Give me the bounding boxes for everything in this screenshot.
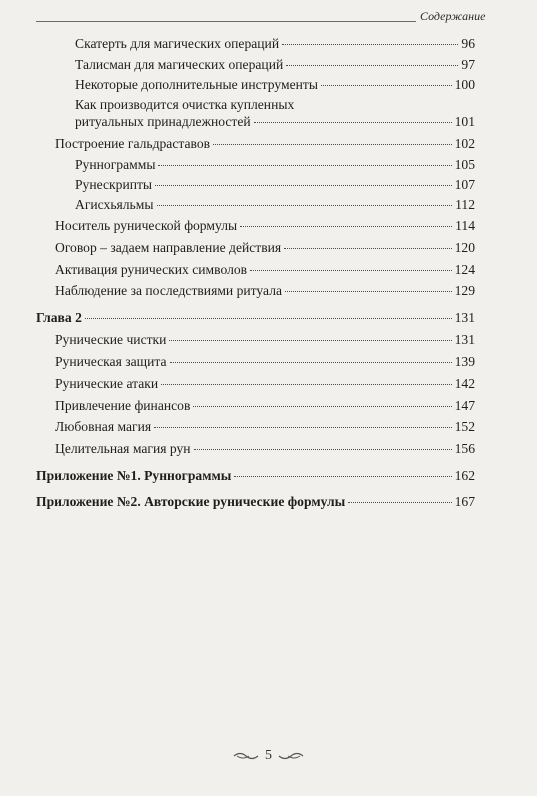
toc-appendix-entry <box>36 467 475 484</box>
leader-dots <box>193 406 451 407</box>
toc-entry-label: Некоторые дополнительные инструменты <box>75 77 318 92</box>
toc-entry-page: 96 <box>461 36 475 51</box>
toc-entry <box>55 418 475 435</box>
toc-entry-page: 120 <box>454 240 475 255</box>
toc-entry-label: Целительная магия рун <box>55 441 191 456</box>
toc-entry-page: 131 <box>454 310 475 325</box>
toc-entry <box>55 440 475 457</box>
toc-entry-page: 139 <box>454 354 475 369</box>
toc-entry <box>55 217 475 234</box>
toc-entry-label: Руническая защита <box>55 354 167 369</box>
toc-entry-page: 100 <box>454 77 475 92</box>
toc-entry-page: 129 <box>454 283 475 298</box>
leader-dots <box>158 165 451 166</box>
toc-entry <box>75 113 475 130</box>
page-number: 5 <box>265 748 272 763</box>
toc-entry-label: Рунескрипты <box>75 177 153 192</box>
leader-dots <box>250 270 452 271</box>
toc-entry-page: 102 <box>454 136 475 151</box>
page-footer <box>0 748 537 764</box>
right-ornament-icon <box>278 751 304 761</box>
header-rule <box>36 21 416 22</box>
toc-entry-page: 162 <box>454 468 475 483</box>
toc-entry-page: 131 <box>454 332 475 347</box>
leader-dots <box>348 502 451 503</box>
leader-dots <box>155 185 452 186</box>
toc-entry-label: Оговор – задаем направление действия <box>55 240 282 255</box>
toc-entry-page: 152 <box>454 419 475 434</box>
running-header: Содержание <box>420 9 486 23</box>
toc-entry-label: Наблюдение за последствиями ритуала <box>55 283 283 298</box>
toc-entry <box>55 135 475 152</box>
leader-dots <box>170 362 452 363</box>
leader-dots <box>154 427 451 428</box>
toc-entry-label: Агисхьяльмы <box>75 197 154 212</box>
leader-dots <box>321 85 452 86</box>
toc-entry <box>75 76 475 93</box>
toc-entry <box>55 353 475 370</box>
leader-dots <box>282 44 458 45</box>
toc-chapter-entry <box>36 309 475 326</box>
leader-dots <box>169 340 451 341</box>
toc-entry-page: 142 <box>454 376 475 391</box>
toc-entry <box>55 239 475 256</box>
leader-dots <box>285 291 452 292</box>
toc-entry-page: 156 <box>454 441 475 456</box>
leader-dots <box>157 205 453 206</box>
toc-entry <box>55 282 475 299</box>
toc-entry-page: 112 <box>455 197 475 212</box>
toc-entry-label: Приложение №2. Авторские рунические формулы <box>36 494 346 509</box>
toc-entry <box>55 331 475 348</box>
toc-entry <box>55 375 475 392</box>
toc-entry <box>75 35 475 52</box>
toc-entry-page: 124 <box>454 262 475 277</box>
toc-entry-label: Глава 2 <box>36 310 82 325</box>
leader-dots <box>286 65 458 66</box>
toc-entry <box>75 56 475 73</box>
toc-entry-label: Приложение №1. Руннограммы <box>36 468 232 483</box>
leader-dots <box>254 122 452 123</box>
toc-entry-label: Рунические атаки <box>55 376 159 391</box>
leader-dots <box>85 318 452 319</box>
toc-entry-page: 107 <box>454 177 475 192</box>
toc-entry <box>55 397 475 414</box>
toc-entry-page: 147 <box>454 398 475 413</box>
toc-entry-page: 105 <box>454 157 475 172</box>
toc-entry <box>75 176 475 193</box>
toc-entry-page: 101 <box>454 114 475 129</box>
leader-dots <box>284 248 451 249</box>
toc-entry-label: Построение гальдраставов <box>55 136 211 151</box>
leader-dots <box>194 449 452 450</box>
toc-entry <box>75 156 475 173</box>
toc-entry-page: 97 <box>461 57 475 72</box>
toc-entry-label: Любовная магия <box>55 419 152 434</box>
toc-entry-page: 167 <box>454 494 475 509</box>
leader-dots <box>161 384 451 385</box>
toc-entry-label: Талисман для магических операций <box>75 57 284 72</box>
toc-entry-label: Рунические чистки <box>55 332 167 347</box>
leader-dots <box>240 226 452 227</box>
toc-entry-label: Привлечение финансов <box>55 398 191 413</box>
toc-entry <box>55 261 475 278</box>
toc-appendix-entry <box>36 493 475 510</box>
toc-entry <box>75 196 475 213</box>
toc-entry-label: Скатерть для магических операций <box>75 36 280 51</box>
toc-entry-label-line1: Как производится очистка купленных <box>75 97 295 112</box>
toc-entry-label: Руннограммы <box>75 157 156 172</box>
toc-entry-label: Носитель рунической формулы <box>55 218 238 233</box>
toc-entry-label: Активация рунических символов <box>55 262 248 277</box>
left-ornament-icon <box>233 751 259 761</box>
leader-dots <box>213 144 452 145</box>
leader-dots <box>234 476 451 477</box>
toc-entry-page: 114 <box>455 218 475 233</box>
toc-entry-label: ритуальных принадлежностей <box>75 114 251 129</box>
